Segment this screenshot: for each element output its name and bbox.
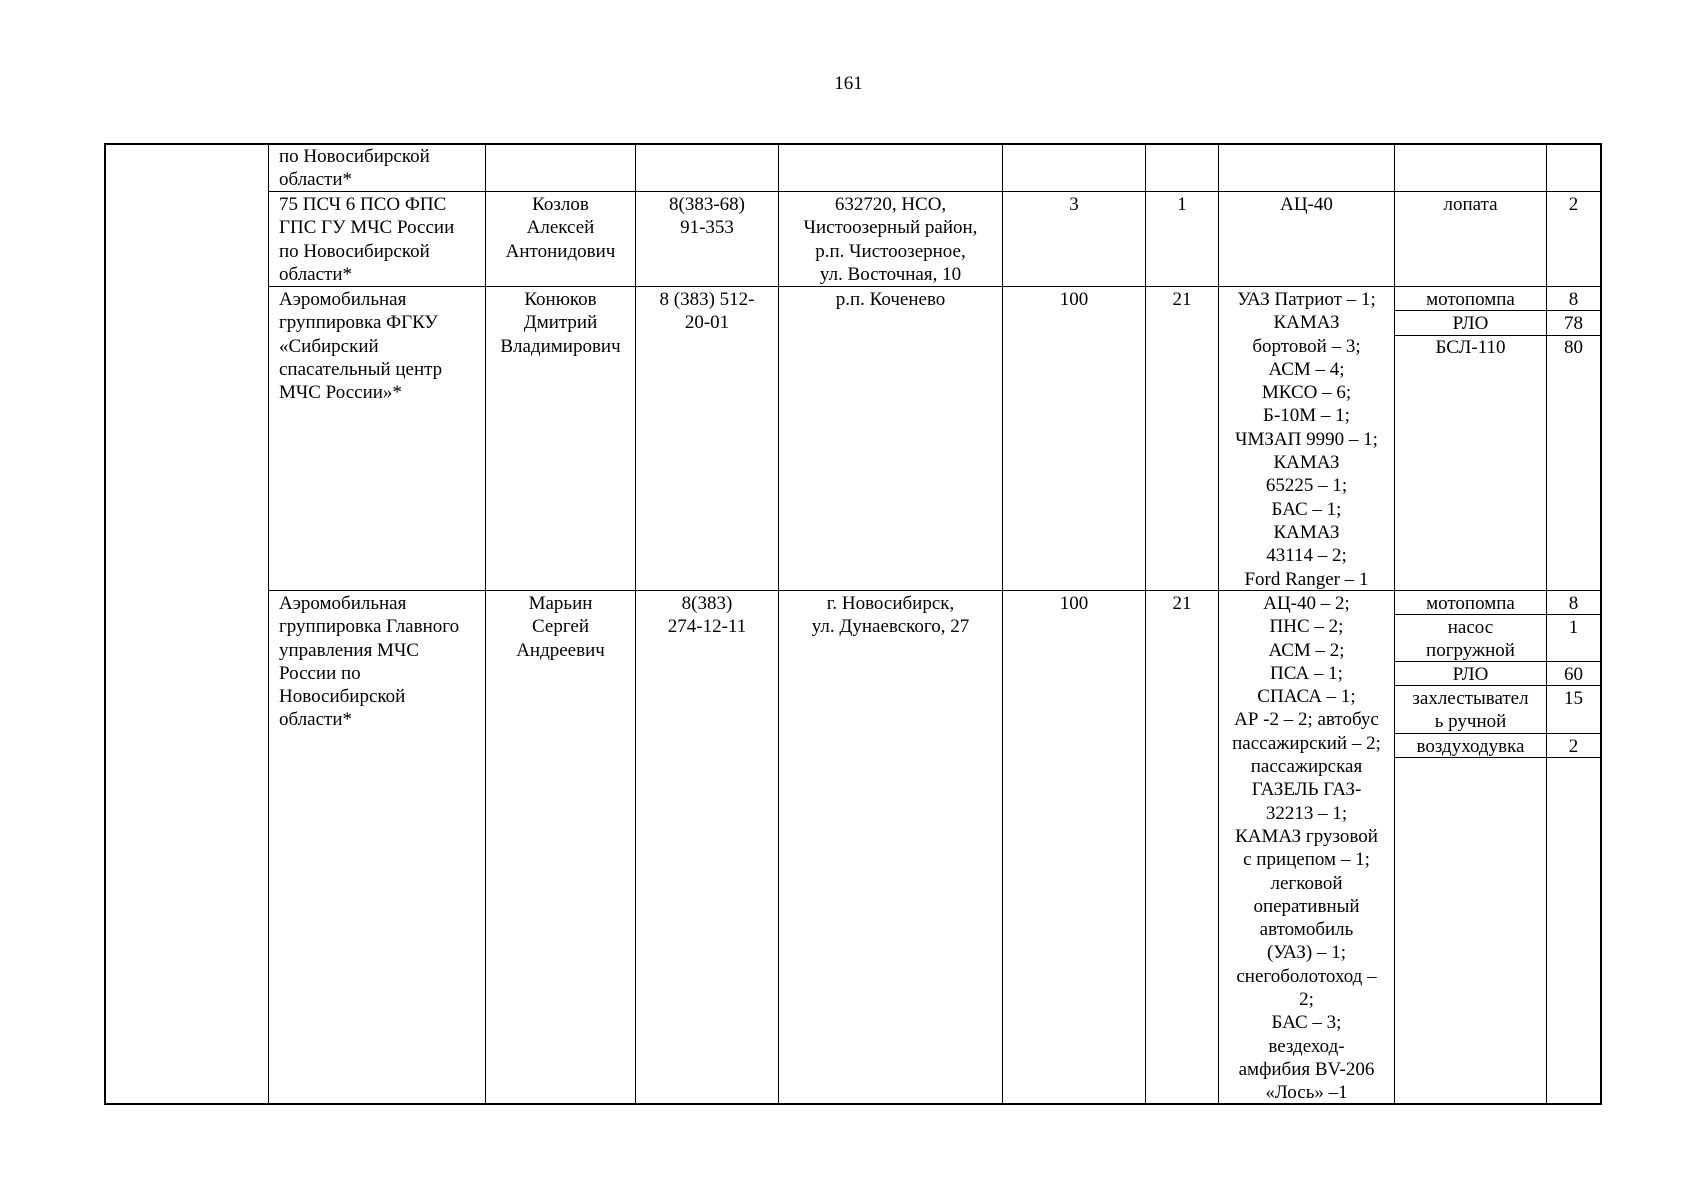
row2-vehicles: АЦ-40 [1280, 194, 1333, 215]
row2-organization: 75 ПСЧ 6 ПСО ФПС ГПС ГУ МЧС России по Новосибирской области* [279, 194, 455, 285]
row-divider [268, 590, 1601, 591]
row4-equipment-name-5: воздуходувка [1416, 736, 1525, 757]
row3-phone: 8 (383) 512- 20-01 [659, 289, 755, 334]
row4-equipment-qty-1: 8 [1568, 593, 1579, 614]
row4-equipment-qty-2: 1 [1568, 617, 1579, 638]
row2-head: Козлов Алексей Антонидович [505, 194, 616, 262]
row3-address: р.п. Коченево [835, 289, 946, 310]
row4-organization: Аэромобильная группировка Главного управления МЧС России по Новосибирской области* [279, 593, 460, 731]
row2-teams: 1 [1177, 194, 1187, 215]
row1-organization: по Новосибирской области* [279, 146, 430, 191]
row2-equipment-qty: 2 [1568, 194, 1579, 215]
row3-equipment-qty-1: 8 [1568, 289, 1579, 310]
row2-staff: 3 [1069, 194, 1079, 215]
row4-equipment-name-3: РЛО [1452, 664, 1489, 685]
row4-vehicles: АЦ-40 – 2; ПНС – 2; АСМ – 2; ПСА – 1; СПАСА – 1; АР -2 – 2; автобус пассажирский – 2; пассажирская ГАЗЕЛЬ ГАЗ- 32213 – 1; КАМАЗ грузовой с прицепом – 1; легковой оперативный автомобиль (УАЗ) – 1; снегоболотоход – 2; БАС – 3; вездеход- амфибия BV-206 «Лось» –1 [1232, 593, 1381, 1104]
column-divider [268, 143, 269, 1105]
row4-head: Марьин Сергей Андреевич [516, 593, 605, 661]
row3-equipment-name-3: БСЛ-110 [1435, 337, 1506, 358]
row3-staff: 100 [1059, 289, 1089, 310]
table-border-right [1600, 143, 1602, 1105]
row3-equipment-qty-2: 78 [1564, 313, 1583, 334]
row3-equipment-name-2: РЛО [1452, 313, 1489, 334]
row3-head: Конюков Дмитрий Владимирович [500, 289, 621, 357]
row4-staff: 100 [1059, 593, 1089, 614]
row3-teams: 21 [1172, 289, 1192, 310]
row4-phone: 8(383) 274-12-11 [667, 593, 747, 638]
row2-equipment-name: лопата [1443, 194, 1498, 215]
row4-equipment-name-2: насос погружной [1426, 617, 1515, 662]
row3-organization: Аэромобильная группировка ФГКУ «Сибирский спасательный центр МЧС России»* [279, 289, 443, 404]
table-border-left [104, 143, 106, 1105]
row4-equipment-name-4: захлестывател ь ручной [1412, 688, 1529, 733]
row2-phone: 8(383-68) 91-353 [669, 194, 745, 239]
row3-vehicles: УАЗ Патриот – 1; КАМАЗ бортовой – 3; АСМ – 4; МКСО – 6; Б-10М – 1; ЧМЗАП 9990 – 1; КАМАЗ 65225 – 1; БАС – 1; КАМАЗ 43114 – 2; Ford Ranger – 1 [1235, 289, 1378, 590]
row3-equipment-name-1: мотопомпа [1426, 289, 1515, 310]
row4-equipment-name-1: мотопомпа [1426, 593, 1515, 614]
row2-address: 632720, НСО, Чистоозерный район, р.п. Чистоозерное, ул. Восточная, 10 [803, 194, 978, 285]
page-number: 161 [834, 73, 863, 94]
row3-equipment-qty-3: 80 [1564, 337, 1583, 358]
row4-equipment-qty-4: 15 [1564, 688, 1583, 709]
row4-address: г. Новосибирск, ул. Дунаевского, 27 [811, 593, 970, 638]
row4-teams: 21 [1172, 593, 1192, 614]
row4-equipment-qty-3: 60 [1564, 664, 1583, 685]
row4-equipment-qty-5: 2 [1568, 736, 1579, 757]
